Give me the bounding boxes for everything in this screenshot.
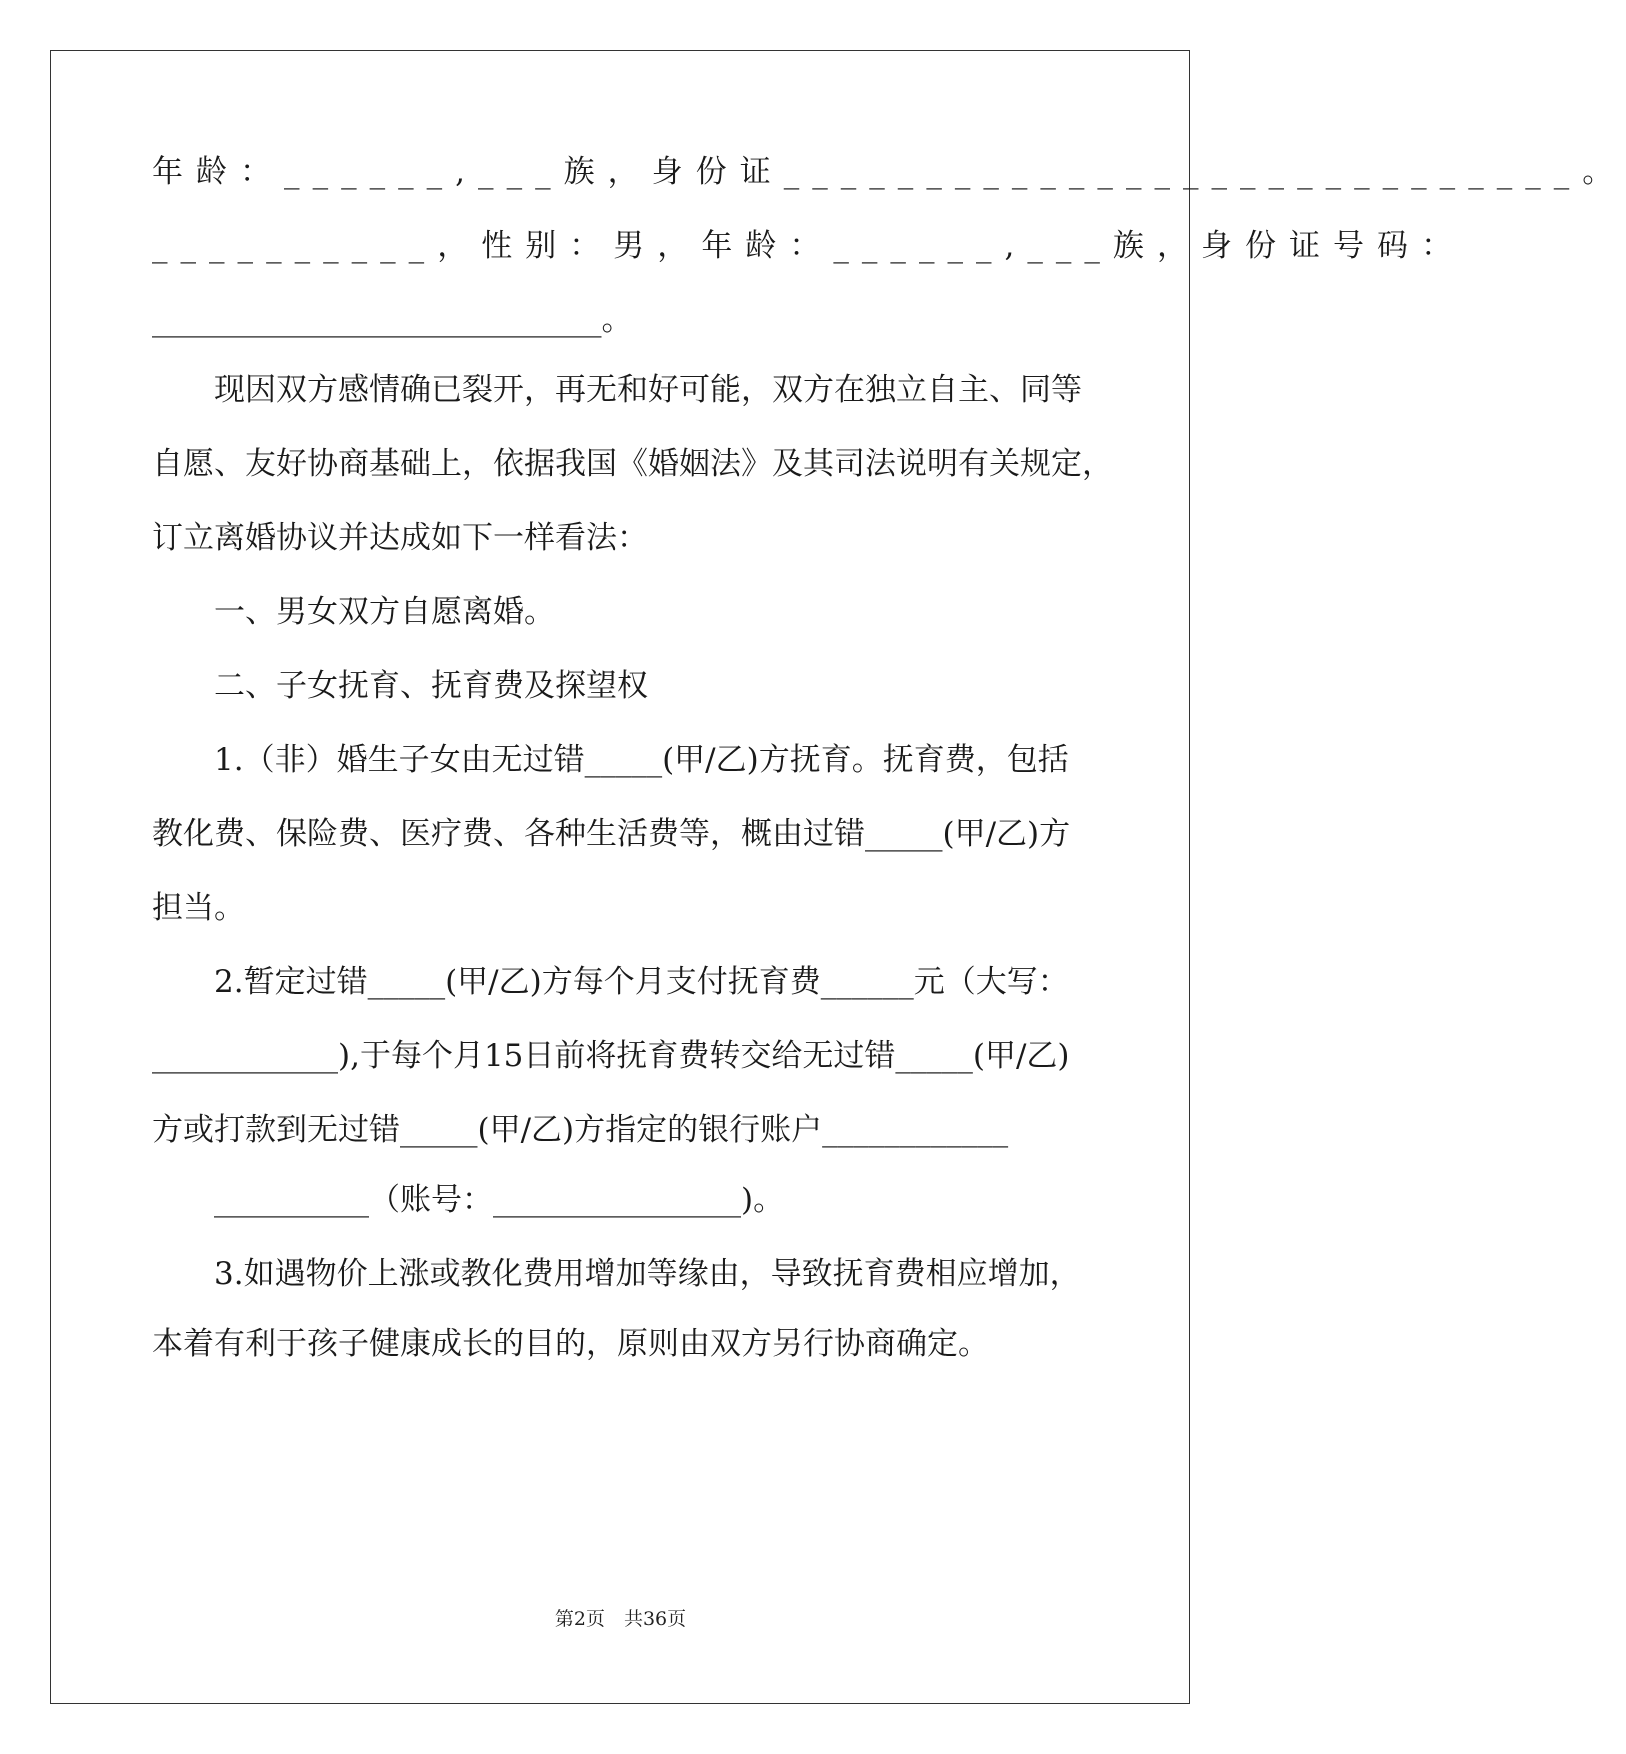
text-line: 自愿、友好协商基础上，依据我国《婚姻法》及其司法说明有关规定，	[152, 446, 1113, 482]
text-line: 现因双方感情确已裂开，再无和好可能，双方在独立自主、同等	[214, 372, 1082, 408]
text-line: __________，性别：男，年龄：______,___族，身份证号码：	[152, 228, 1466, 264]
text-line: __________（账号：________________)。	[214, 1182, 785, 1218]
text-line: 订立离婚协议并达成如下一样看法：	[152, 520, 648, 556]
page-number-footer: 第2页 共36页	[554, 1608, 687, 1630]
text-line: 方或打款到无过错_____(甲/乙)方指定的银行账户____________	[152, 1112, 1009, 1148]
text-line: 3.如遇物价上涨或教化费用增加等缘由，导致抚育费相应增加，	[214, 1256, 1081, 1292]
text-line: _____________________________。	[152, 302, 633, 338]
page-border	[50, 50, 1190, 1704]
text-line: 一、男女双方自愿离婚。	[214, 594, 555, 630]
text-line: 1.（非）婚生子女由无过错_____(甲/乙)方抚育。抚育费，包括	[214, 742, 1069, 778]
text-line: 本着有利于孩子健康成长的目的，原则由双方另行协商确定。	[152, 1326, 989, 1362]
text-line: 教化费、保险费、医疗费、各种生活费等，概由过错_____(甲/乙)方	[152, 816, 1071, 852]
text-line: 二、子女抚育、抚育费及探望权	[214, 668, 648, 704]
text-line: ____________),于每个月15日前将抚育费转交给无过错_____(甲/乙)	[152, 1038, 1070, 1074]
text-line: 2.暂定过错_____(甲/乙)方每个月支付抚育费______元（大写：	[214, 964, 1069, 1000]
text-line: 年龄：______,___族，身份证____________________________。	[152, 154, 1626, 190]
text-line: 担当。	[152, 890, 245, 926]
